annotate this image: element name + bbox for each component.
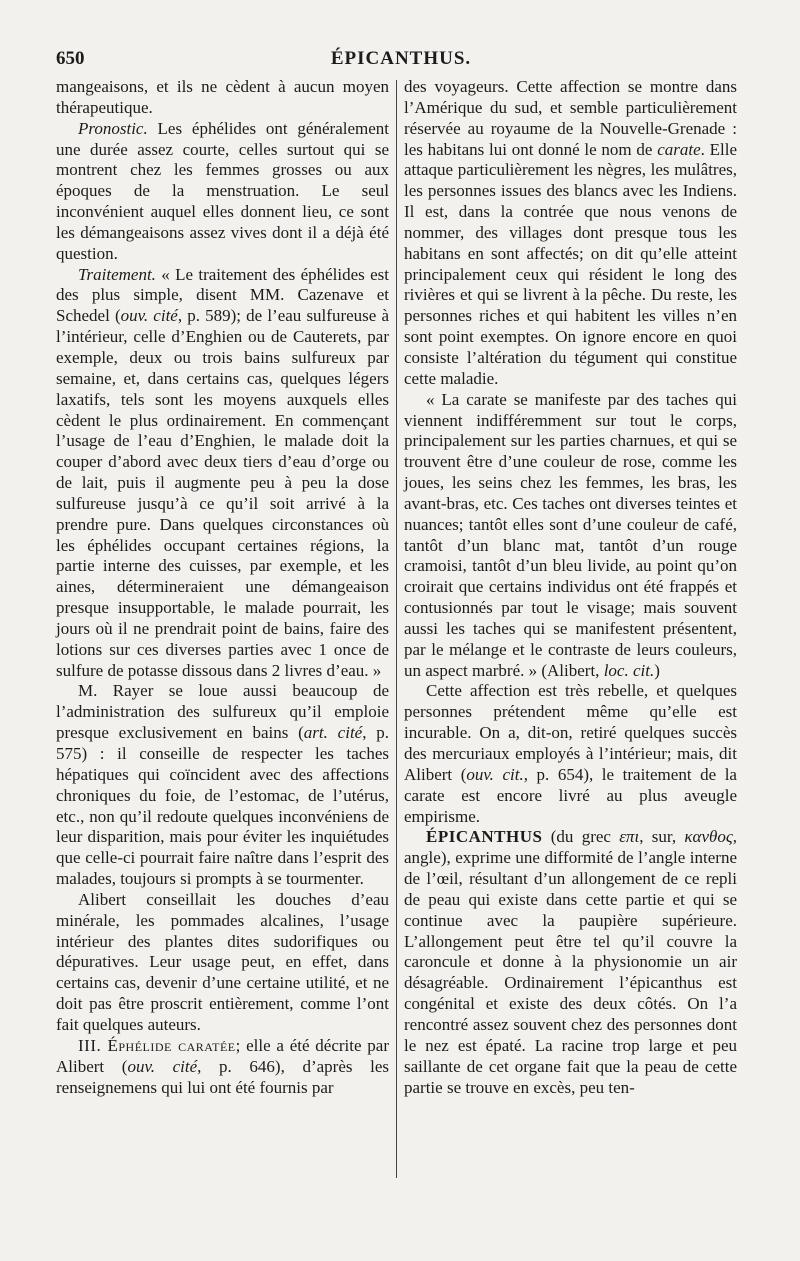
section-label: Pronostic. <box>78 118 148 138</box>
section-heading: III. Éphélide caratée <box>78 1035 236 1055</box>
paragraph-ephelide-caratee: III. Éphélide caratée; elle a été décrite par Alibert (ouv. cité, p. 646), d’après les renseignemens qui lui ont été fournis par <box>56 1035 389 1097</box>
citation: art. cité <box>303 723 363 743</box>
column-divider <box>396 80 397 1178</box>
citation: ouv. cité <box>120 306 178 326</box>
section-label: Traitement. <box>78 264 156 284</box>
paragraph-epicanthus: ÉPICANTHUS (du grec επι, sur, κανθος, angle), exprime une difformité de l’angle interne de l’œil, résultant d’un allongement de ce repli de peau qui existe dans cette partie et qui se continue avec la paupière supérieure. L’allongement peut être tel qu’il couvre la caroncule et donne à la physionomie un air désagréable. Ordinairement l’épicanthus est congénital et existe des deux côtés. On l’a rencontré assez souvent chez des personnes dont le nez est épaté. La racine trop large et peu saillante de cet organe fait que la peau de cette partie se trouve en excès, peu ten- <box>404 827 737 1097</box>
right-column <box>404 77 737 1098</box>
paragraph: Alibert conseillait les douches d’eau minérale, les pommades alcalines, l’usage intérieur des plantes dites sudorifiques ou dépuratives. Leur usage peut, en effet, dans certains cas, devenir d’une certaine utilité, et ne doit pas être proscrit entièrement, comme l’ont fait quelques auteurs. <box>56 889 389 1034</box>
page-number: 650 <box>56 48 85 69</box>
term: carate <box>657 139 701 159</box>
paragraph-quote: « La carate se manifeste par des taches qui viennent indifféremment sur tout le corps, principalement sur les parties charnues, et qui se trouvent être d’une couleur de rose, comme les joues, les seins chez les femmes, les bras, les avant-bras, etc. Ces taches ont diverses teintes et nuances; tantôt elles sont d’une couleur de café, tantôt d’un blanc mat, tantôt d’un rouge cramoisi, tantôt d’un bleu livide, au point qu’on croirait que certains individus ont été frappés et contusionnés par tout le visage; mais souvent aussi les taches qui se manifestent présentent, par le mélange et le contraste de leurs couleurs, un aspect marbré. » (Alibert, loc. cit.) <box>404 389 737 680</box>
paragraph-traitement: Traitement. « Le traitement des éphélides est des plus simple, disent MM. Cazenave et Schedel (ouv. cité, p. 589); de l’eau sulfureuse à l’intérieur, celle d’Enghien ou de Cauterets, par exemple, deux ou trois bains sulfureux par semaine, et, dans certains cas, quelques légers laxatifs, tels sont les moyens auxquels elles cèdent le plus ordinairement. En commençant l’usage de l’eau d’Enghien, le malade doit la couper d’abord avec deux tiers d’eau d’orge ou de lait, puis il augmente peu à peu la dose sulfureuse jusqu’à ce qu’il soit arrivé à la prendre pure. Dans quelques circonstances où les éphélides occupant certaines régions, la partie interne des cuisses, par exemple, et les aines, détermineraient une démangeaison presque insupportable, le malade pourrait, les jours où il ne prendrait point de bains, faire des lotions sur ces diverses parties avec 1 once de sulfure de potasse dissous dans 2 livres d’eau. » <box>56 264 389 680</box>
paragraph: M. Rayer se loue aussi beaucoup de l’administration des sulfureux qu’il emploie presque exclusivement en bains (art. cité, p. 575) : il conseille de respecter les taches hépatiques qui coïncident avec des affections chroniques du foie, de l’estomac, de l’utérus, etc., non qu’il redoute quelques inconvéniens de leur disparition, mais pour éviter les inquiétudes que celle-ci pourrait faire naître dans l’esprit des malades, toujours si prompts à se tourmenter. <box>56 681 390 889</box>
greek-term: επι <box>619 827 640 847</box>
paragraph-pronostic: Pronostic. Les éphélides ont généralement une durée assez courte, celles surtout qui se montrent chez les femmes grosses ou aux époques de la menstruation. Le seul inconvénient auquel elles donnent lieu, ce sont les démangeaisons assez vives dont il a déjà été question. <box>56 118 389 263</box>
left-column <box>56 77 389 1098</box>
entry-heading: ÉPICANTHUS <box>426 827 543 847</box>
paragraph: des voyageurs. Cette affection se montre dans l’Amérique du sud, et semble particulièrement réservée au royaume de la Nouvelle-Grenade : les habitans lui ont donné le nom de carate. Elle attaque particulièrement les nègres, les mulâtres, les personnes issues des blancs avec les Indiens. Il est, dans la contrée que nous venons de nommer, des villages dont presque tous les habitans en sont affectés; on dit qu’elle atteint principalement ceux qui résident le long des rivières et qui se livrent à la pêche. Du reste, les personnes riches et qui habitent les villes n’en sont point exemptes. On ignore encore en quoi consiste l’altération du tégument qui constitue cette maladie. <box>404 77 737 388</box>
greek-term: κανθος <box>684 827 733 847</box>
page-header <box>56 48 746 74</box>
paragraph: Cette affection est très rebelle, et quelques personnes prétendent même qu’elle est incurable. On a, dit-on, retiré quelques succès des mercuriaux employés à l’intérieur; mais, dit Alibert (ouv. cit., p. 654), le traitement de la carate est encore livré au plus aveugle empirisme. <box>404 681 737 826</box>
citation: ouv. cité <box>127 1056 198 1076</box>
citation: loc. cit. <box>603 660 655 680</box>
running-title: ÉPICANTHUS. <box>330 48 472 69</box>
paragraph: mangeaisons, et ils ne cèdent à aucun moyen thérapeutique. <box>56 77 389 117</box>
citation: ouv. cit. <box>466 764 524 784</box>
